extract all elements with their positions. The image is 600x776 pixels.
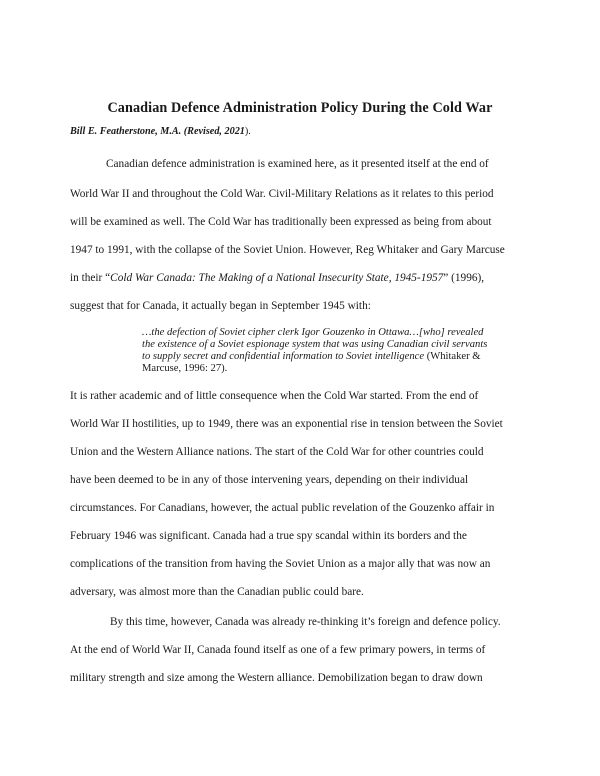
paragraph-line: February 1946 was significant. Canada had a true spy scandal within its borders and the [70,530,467,542]
paragraph-line: By this time, however, Canada was already re-thinking it’s foreign and defence policy. [110,616,501,628]
paragraph-line: At the end of World War II, Canada found itself as one of a few primary powers, in terms of [70,644,486,656]
paragraph-line: military strength and size among the Western alliance. Demobilization began to draw down [70,672,483,684]
paragraph-line: have been deemed to be in any of those intervening years, depending on their individual [70,474,469,486]
block-quote-line [142,351,481,363]
paragraph-line: suggest that for Canada, it actually began in September 1945 with: [70,300,371,312]
text-fragment: in their “ [70,272,111,284]
block-quote-line: Marcuse, 1996: 27). [142,363,228,374]
quote-text: to supply secret and confidential information to Soviet intelligence [142,351,425,362]
author-suffix: ). [244,126,251,137]
block-quote-line [142,339,487,351]
paragraph-line: World War II hostilities, up to 1949, there was an exponential rise in tension between the Soviet [70,418,503,430]
paragraph-line: Union and the Western Alliance nations. The start of the Cold War for other countries could [70,446,484,458]
paragraph-line: circumstances. For Canadians, however, the actual public revelation of the Gouzenko affair in [70,502,495,514]
quote-text: the existence of a Soviet espionage system that was using Canadian civil servants [142,339,488,350]
block-quote-line [142,327,483,339]
paragraph-line: adversary, was almost more than the Canadian public could bare. [70,586,364,598]
paragraph-line: World War II and throughout the Cold War. Civil-Military Relations as it relates to this period [70,188,494,200]
paragraph-line: will be examined as well. The Cold War has traditionally been expressed as being from about [70,216,492,228]
quote-citation: (Whitaker & [424,351,481,362]
text-fragment: ” (1996), [443,272,485,284]
paragraph-line: Canadian defence administration is examined here, as it presented itself at the end of [106,158,489,170]
quote-text: …the defection of Soviet cipher clerk Igor Gouzenko in Ottawa…[who] revealed [142,327,484,338]
author-line [70,126,251,137]
paragraph-line: It is rather academic and of little consequence when the Cold War started. From the end of [70,390,479,402]
document-title: Canadian Defence Administration Policy During the Cold War [107,100,493,116]
author-name: Bill E. Featherstone, M.A. (Revised, 2021 [70,126,245,137]
paragraph-line: complications of the transition from having the Soviet Union as a major ally that was now an [70,558,491,570]
paragraph-line-citation [70,272,484,284]
paragraph-line: 1947 to 1991, with the collapse of the Soviet Union. However, Reg Whitaker and Gary Marcuse [70,244,505,256]
book-title: Cold War Canada: The Making of a National Insecurity State, 1945-1957 [110,272,444,284]
